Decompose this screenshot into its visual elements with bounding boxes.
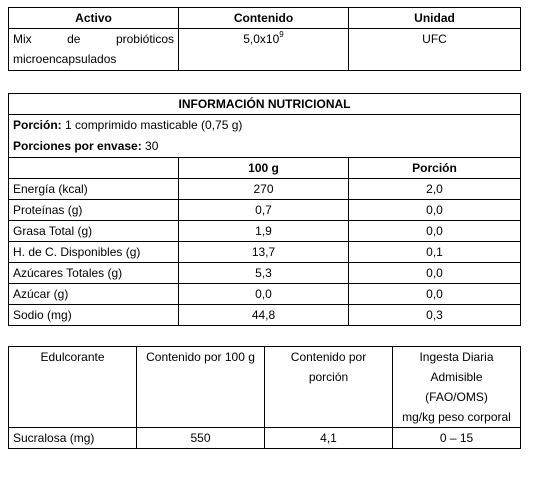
sweetener-ida: 0 – 15: [393, 428, 521, 449]
nutrient-per100: 0,0: [179, 284, 349, 305]
sweetener-per100: 550: [137, 428, 265, 449]
nutrient-portion: 0,0: [349, 284, 521, 305]
nutrient-portion: 0,3: [349, 305, 521, 326]
nutrient-portion: 0,1: [349, 242, 521, 263]
ida-line3: (FAO/OMS): [425, 390, 488, 404]
nutrient-row: [9, 305, 521, 326]
servings-value: 30: [141, 139, 159, 153]
contenido100-header: Contenido por 100 g: [137, 347, 265, 428]
nutrient-row: [9, 179, 521, 200]
nutrient-per100: 0,7: [179, 200, 349, 221]
nutrition-title: INFORMACIÓN NUTRICIONAL: [9, 94, 521, 115]
nutrient-row: [9, 221, 521, 242]
nutrient-name: Azúcares Totales (g): [9, 263, 179, 284]
col-100g-header: 100 g: [179, 158, 349, 179]
nutrient-name: H. de C. Disponibles (g): [9, 242, 179, 263]
nutrient-row: [9, 200, 521, 221]
contenido-base: 5,0x10: [243, 32, 280, 46]
sweetener-portion: 4,1: [265, 428, 393, 449]
nutrient-per100: 1,9: [179, 221, 349, 242]
nutrient-per100: 44,8: [179, 305, 349, 326]
unidad-header: Unidad: [349, 8, 521, 29]
nutrient-name: Grasa Total (g): [9, 221, 179, 242]
activo-line1: Mix de probióticos: [13, 32, 174, 46]
unidad-cell: UFC: [349, 29, 521, 71]
edulcorante-header: Edulcorante: [9, 347, 137, 428]
servings-label: Porciones por envase:: [13, 139, 142, 153]
nutrient-row: [9, 284, 521, 305]
sweetener-table: [8, 346, 521, 449]
nutrient-portion: 0,0: [349, 263, 521, 284]
activo-table: [8, 7, 521, 71]
nutrient-name: Sodio (mg): [9, 305, 179, 326]
contenido-header: Contenido: [179, 8, 349, 29]
contenido-porcion-line1: Contenido por: [290, 350, 367, 364]
contenido-cell: [179, 29, 349, 71]
portion-label: Porción:: [13, 118, 62, 132]
nutrient-row: [9, 242, 521, 263]
nutrient-per100: 13,7: [179, 242, 349, 263]
contenido-porcion-line2: porción: [308, 370, 349, 384]
nutrient-name: Energía (kcal): [9, 179, 179, 200]
activo-line2: microencapsulados: [13, 52, 117, 66]
ida-line2: Admisible: [430, 370, 483, 384]
nutrient-per100: 5,3: [179, 263, 349, 284]
contenido-porcion-header: [265, 347, 393, 428]
ida-line1: Ingesta Diaria: [419, 350, 494, 364]
contenido-exponent: 9: [279, 30, 284, 39]
sweetener-name: Sucralosa (mg): [9, 428, 137, 449]
nutrient-portion: 2,0: [349, 179, 521, 200]
nutrient-header-blank: [9, 158, 179, 179]
servings-line: [13, 136, 516, 157]
nutrient-portion: 0,0: [349, 200, 521, 221]
nutrient-portion: 0,0: [349, 221, 521, 242]
nutrition-table: [8, 93, 521, 326]
nutrient-per100: 270: [179, 179, 349, 200]
portion-value: 1 comprimido masticable (0,75 g): [61, 118, 243, 132]
nutrient-row: [9, 263, 521, 284]
ida-header: [393, 347, 521, 428]
nutrient-name: Azúcar (g): [9, 284, 179, 305]
portion-line: [13, 115, 516, 136]
activo-cell: [9, 29, 179, 71]
activo-header: Activo: [9, 8, 179, 29]
nutrient-name: Proteínas (g): [9, 200, 179, 221]
portion-info: [9, 115, 521, 158]
ida-line4: mg/kg peso corporal: [402, 410, 511, 424]
col-portion-header: Porción: [349, 158, 521, 179]
